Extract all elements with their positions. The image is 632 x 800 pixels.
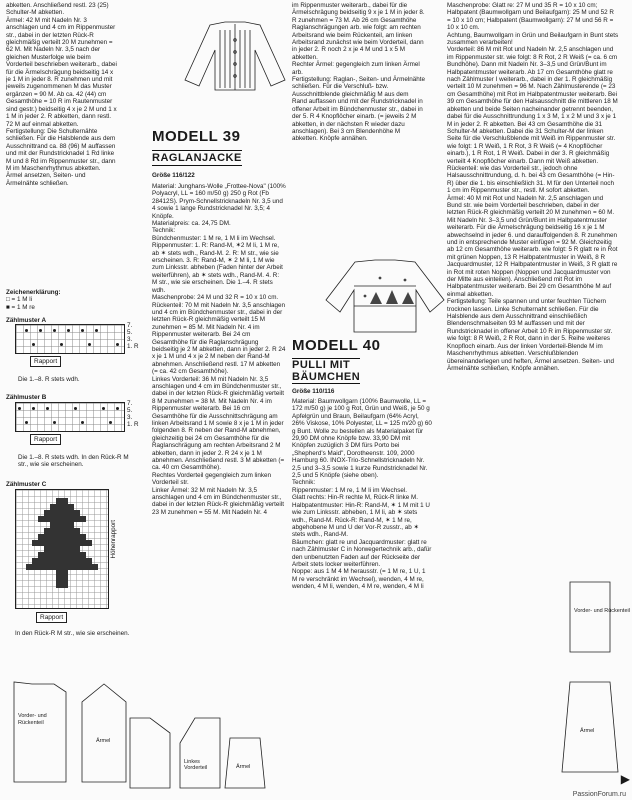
m40-body-label: Vorder- und Rückenteil [574, 608, 630, 614]
svg-text:Linkes: Linkes [184, 759, 200, 765]
pattern-b-label: Zählmuster B [6, 394, 47, 401]
pattern-a-rows: 7. 5. 3. 1. R [127, 322, 139, 350]
svg-text:Ärmel: Ärmel [96, 738, 111, 744]
model40-continued-text: Maschenprobe: Glatt re: 27 M und 35 R = 10 x 10 cm; Halbpatent (Baumwollgarn und Beilaufgarn): 25 M und 52 R = 10 x 10 cm; Halbpatent (Baumwollgarn): 27 M und 56 R = 10 x 10 cm. Achtung, Baumwollgarn in Grün und Beilaufgarn in Bunt stets zusammen verarbeiten! Vorderteil: 86 M mit Rot und Nadeln Nr. 2,5 anschlagen und im Rippenmuster str. wie folgt: 8 R Rot, 2 R Weiß (= ca. 6 cm Bundhöhe). Dann mit Nadeln Nr. 3–3,5 und Grün/Bunt im Halbpatentmuster weiterarb. Ab 17 cm Gesamthöhe glatt re nach Zählmuster I weiterarb., dabei in der 1. R gleichmäßig verteilt 10 M zunehmen = 96 M. Nach Zählmusterende (= 23 cm Gesamthöhe) mit Rot im Halbpatentmuster weiterarb. Bei 39 cm Gesamthöhe für den Halsausschnitt die mittleren 18 M abketten und beide Seiten nacheinander getrennt beenden, dabei für die Ausschnittrundung 1 x 3 M, 1 x 2 M und 3 x je 1 M in jeder 2. R abketten. Bei 43 cm Gesamthöhe die 31 Schulter-M abketten. Dabei die 31 Schulter-M der linken Seite für die Verschlußblende mit Weiß im Rippenmuster str. wie folgt: 1 R Weiß, 1 R Rot, 3 R Weiß (= 4 Knopflöcher einarb.), 1 R Rot, 1 R Weiß. Dabei in der 3. R gleichmäßig verteilt 4 Knopflöcher einarb. Dann mit Weiß abketten. Rückenteil: wie das Vorderteil str., jedoch ohne Halsausschnittrundung, d. h. bei 43 cm Gesamthöhe (= Hin-R) über die 1. bis einschließlich 31. M für den Unterteil noch 1 cm im Rippenmuster str., restl. M sofort abketten. Ärmel: 40 M mit Rot und Nadeln Nr. 2,5 anschlagen und Bund str. wie beim Vorderteil beschrieben, dabei in der letzten Rück-R gleichmäßig verteilt 20 M zunehmen = 60 M. Mit Nadeln Nr. 3–3,5 und Grün/Bunt im Halbpatentmuster weiterarb. Für die Ärmelschrägung beidseitig 16 x je 1 M abwechselnd in jeder 6. und darauffolgenden 8. R zunehmen und in entsprechende Muster einfügen = 92 M. Gleichzeitig ab 12 cm Gesamthöhe weiterarb. wie folgt: 5 R glatt re in Rot mit grünen Noppen, 13 R Halbpatentmuster in Weiß, 8 R Jacquardmuster, 12 R Halbpatentmuster in Weiß, 3 R glatt re in Rot mit roten Noppen (Noppen und Jacquardmuster von der Mitte aus einteilen). Anschließend mit Rot im Halbpatentmuster weiterarb. Bei 29 cm Gesamthöhe M auf einmal abketten. Fertigstellung: Teile spannen und unter feuchten Tüchern trocknen lassen. Linke Schulternaht schließen. Für die Halsblende aus dem Ausschnittrand einschließlich Blendenschmalseiten 93 M auffassen und mit der Rundstricknadel in offener Arbeit 10 R im Rippenmuster str. wie folgt: 8 R Weiß, 2 R Rot, dann in der 5. Reihe weiteres Knopfloch einarb. Aus der linken Vorderteil-Blende M im Maschenrhythmus abketten. Verschlußblenden übereinanderlegen und heften, Ärmel ansetzen. Seiten- und Ärmelnähte schließen, Knöpfe annähen. [447, 2, 619, 372]
model38-instructions-text: abketten. Anschließend restl. 23 (25) Schulter-M abketten. Ärmel: 42 M mit Nadeln Nr. 3 anschlagen und 4 cm im Rippenmuster str., dabei in der letzten Rück-R gleichmäßig verteilt 20 M zunehmen = 62 M. Mit Nadeln Nr. 3,5 nach der gleichen Musterfolge wie beim Vorderteil beschrieben weiterarb., dabei für die Ärmelschrägung beidseitig 14 x je 1 M in jeder 8. R zunehmen und mit jeweils zugenommenen M das Muster ergänzen = 90 M. Ab ca. 42 (44) cm Gesamthöhe = 10 R im Rautenmuster sind gestr.) beidseitig 4 x je 2 M und 1 x 1 M in jeder 2. R abketten, dann restl. 72 M auf einmal abketten. Fertigstellung: Die Schulternähte schließen. Für die Halsblende aus dem Ausschnittrand ca. 88 (96) M auffassen und mit der Rundstricknadel 1 Rd linke M und 8 Rd im Rippenmuster str., dann M im Maschenrhythmus abketten. Ärmel ansetzen, Seiten- und Ärmelnähte schließen. [6, 2, 117, 187]
pattern-a-label: Zählmuster A [6, 317, 47, 324]
pattern-b-rapport: Rapport [30, 434, 61, 445]
pattern-a-note: Die 1.–8. R stets wdh. [18, 376, 80, 383]
pattern-c-tree-grid [15, 489, 109, 609]
model39-continued-text: im Rippenmuster weiterarb., dabei für die Ärmelschrägung beidseitig 9 x je 1 M in jeder 8. R zunehmen = 73 M. Ab 26 cm Gesamthöhe Raglanschrägungen arb. wie folgt: am rechten Arbeitsrand wie beim Rückenteil, am linken Arbeitsrand zunächst wie beim Vorderteil, dann in jeder 2. R noch 2 x je 4 M und 1 x 5 M abketten. Rechter Ärmel: gegengleich zum linken Ärmel arb. Fertigstellung: Raglan-, Seiten- und Ärmelnähte schließen. Für die Verschluß- bzw. Ausschnittblende gleichmäßig M aus dem Rand auffassen und mit der Rundstricknadel in offener Arbeit im Bündchenmuster str., dabei in der 5. R 4 Knopflöcher einarb. (= jeweils 2 M abketten, in der nächsten R wieder dazu anschlagen). Bei 3 cm Blendenhöhe M abketten. Knöpfe annähen. [292, 2, 425, 143]
svg-text:Vorderteil: Vorderteil [184, 765, 208, 771]
legend-item-left: □ = 1 M li [6, 296, 33, 304]
pattern-a-rapport: Rapport [30, 356, 61, 367]
pattern-c-note: In den Rück-R M str., wie sie erscheinen. [15, 630, 130, 637]
svg-text:Ärmel: Ärmel [236, 764, 251, 770]
model40-subtitle-line1: PULLI MIT [292, 359, 351, 371]
m40-sleeve-label: Ärmel [580, 728, 595, 734]
model40-subtitle-line2: BÄUMCHEN [292, 371, 361, 383]
legend-heading: Zeichenerklärung: [6, 289, 61, 296]
pattern-b-rows: 7. 5. 3. 1. R [127, 400, 139, 428]
legend [6, 289, 61, 311]
model40-instructions-text: Material: Baumwollgarn (100% Baumwolle, LL = 172 m/50 g) je 100 g Rot, Grün und Weiß, je 50 g Apfelgrün und Braun, Beilaufgarn (64% Acryl, 26% Viskose, 10% Polyester, LL = 125 m/20 g) 60 g Bunt. Wolle zu bestellen als Materialpaket für 29,90 DM ohne Knöpfe bzw. 33,90 DM mit Knöpfen zuzüglich 3 DM fürs Porto bei „Shepherd's Maid", Dorotheenstr. 109, 2000 Hamburg 60. INOX-Trio-Schnellstricknadeln Nr. 2,5 und 3–3,5 sowie 1 kurze Rundstricknadel Nr. 2,5 und 5 Knöpfe (siehe oben). Technik: Rippenmuster: 1 M re, 1 M li im Wechsel. Glatt rechts: Hin-R rechte M, Rück-R linke M. Halbpatentmuster: Hin-R: Rand-M, ✶ 1 M mit 1 U wie zum Linksstr. abheben, 1 M li, ab ✶ stets wdh., Rand-M. Rück-R: Rand-M, ✶ 1 M re, abgehobene M und U der Vor-R zusstr., ab ✶ stets wdh., Rand-M. Bäumchen: glatt re und Jacquardmuster: glatt re nach Zählmuster C in Norwegertechnik arb., dafür den unbenutzten Faden auf der Rückseite der Arbeit stets locker weiterführen. Noppe: aus 1 M 4 M herausstr. (= 1 M re, 1 U, 1 M re verschränkt im Wechsel), wenden, 4 M re, wenden, 4 M li, wenden, 4 M re, wenden, 4 M li [292, 398, 432, 591]
legend-item-right: ■ = 1 M re [6, 303, 35, 311]
model39-subtitle: RAGLANJACKE [152, 152, 242, 164]
watermark: PassionForum.ru [572, 791, 626, 798]
model38-schematic [4, 662, 139, 792]
svg-text:Rückenteil: Rückenteil [18, 720, 44, 726]
model39-title: MODELL 39 [152, 128, 241, 145]
model40-subtitle [292, 358, 360, 384]
pattern-c-height-rapport: Höhenrapport [110, 520, 117, 559]
model39-schematic [120, 708, 270, 798]
pattern-a-grid [15, 324, 125, 354]
pattern-b-grid [15, 402, 125, 432]
model40-schematic [560, 572, 630, 792]
tree-motif-icon [16, 490, 108, 608]
raglan-jacket-illustration [175, 20, 295, 90]
m38-body-label: Vorder- und [18, 713, 47, 719]
pattern-c-label: Zählmuster C [6, 481, 47, 488]
next-page-arrow-icon: ▶ [620, 772, 630, 786]
pattern-c-rapport: Rapport [36, 612, 67, 623]
model40-size: Größe 110/116 [292, 388, 335, 395]
model40-title: MODELL 40 [292, 337, 381, 354]
tree-pullover-illustration [320, 256, 450, 336]
model39-instructions-text: Material: Junghans-Wolle „Frottee-Nova" (100% Polyacryl, LL = 160 m/50 g) 250 g Rot (Fb 28412S). Prym-Schnellstricknadeln Nr. 3,5 und 4 sowie 1 lange Rundstricknadel Nr. 3,5; 4 Knöpfe. Materialpreis: ca. 24,75 DM. Technik: Bündchenmuster: 1 M re, 1 M li im Wechsel. Rippenmuster: 1. R: Rand-M, ✶2 M li, 1 M re, ab ✶ stets wdh., Rand-M. 2. R: M str., wie sie erscheinen. 3. R: Rand-M, ✶ 2 M li, 1 M wie zum Linksstr. abheben (Faden hinter der Arbeit weiterführen), ab ✶ stets wdh., Rand-M. 4. R: M str., wie sie erscheinen. Die 1.–4. R stets wdh. Maschenprobe: 24 M und 32 R = 10 x 10 cm. Rückenteil: 70 M mit Nadeln Nr. 3,5 anschlagen und 4 cm im Bündchenmuster str., dabei in der letzten Rück-R gleichmäßig verteilt 15 M zunehmen = 85 M. Mit Nadeln Nr. 4 im Rippenmuster weiterarb. Bei 24 cm Gesamthöhe für die Raglanschrägung beidseitig je 2 M abketten, dann in jeder 2. R 24 x je 1 M und 4 x je 2 M neben der Rand-M abnehmen. Anschließend restl. 17 M abketten (= ca. 42 cm Gesamthöhe). Linkes Vorderteil: 36 M mit Nadeln Nr. 3,5 anschlagen und 4 cm im Bündchenmuster str., dabei in der letzten Rück-R gleichmäßig verteilt 8 M zunehmen = 38 M. Mit Nadeln Nr. 4 im Rippenmuster weiterarb. Bei 16 cm Gesamthöhe für die Ausschnittschrägung am linken Arbeitsrand 1 M sowie 8 x je 1 M in jeder folgenden 8. R neben der Rand-M abnehmen, gleichzeitig bei 24 cm Gesamthöhe für die Raglanschrägung am rechten Arbeitsrand 2 M abketten, dann in jeder 2. R 24 x je 1 M abnehmen. Anschließend restl. 3 M abketten (= ca. 40 cm Gesamthöhe). Rechtes Vorderteil gegengleich zum linken Vorderteil str. Linker Ärmel: 32 M mit Nadeln Nr. 3,5 anschlagen und 4 cm im Bündchenmuster str., dabei in der letzten Rück-R gleichmäßig verteilt 23 M zunehmen = 55 M. Mit Nadeln Nr. 4 [152, 183, 286, 516]
pattern-b-note: Die 1.–8. R stets wdh. In den Rück-R M str., wie sie erscheinen. [18, 454, 129, 469]
model39-size: Größe 116/122 [152, 172, 195, 179]
